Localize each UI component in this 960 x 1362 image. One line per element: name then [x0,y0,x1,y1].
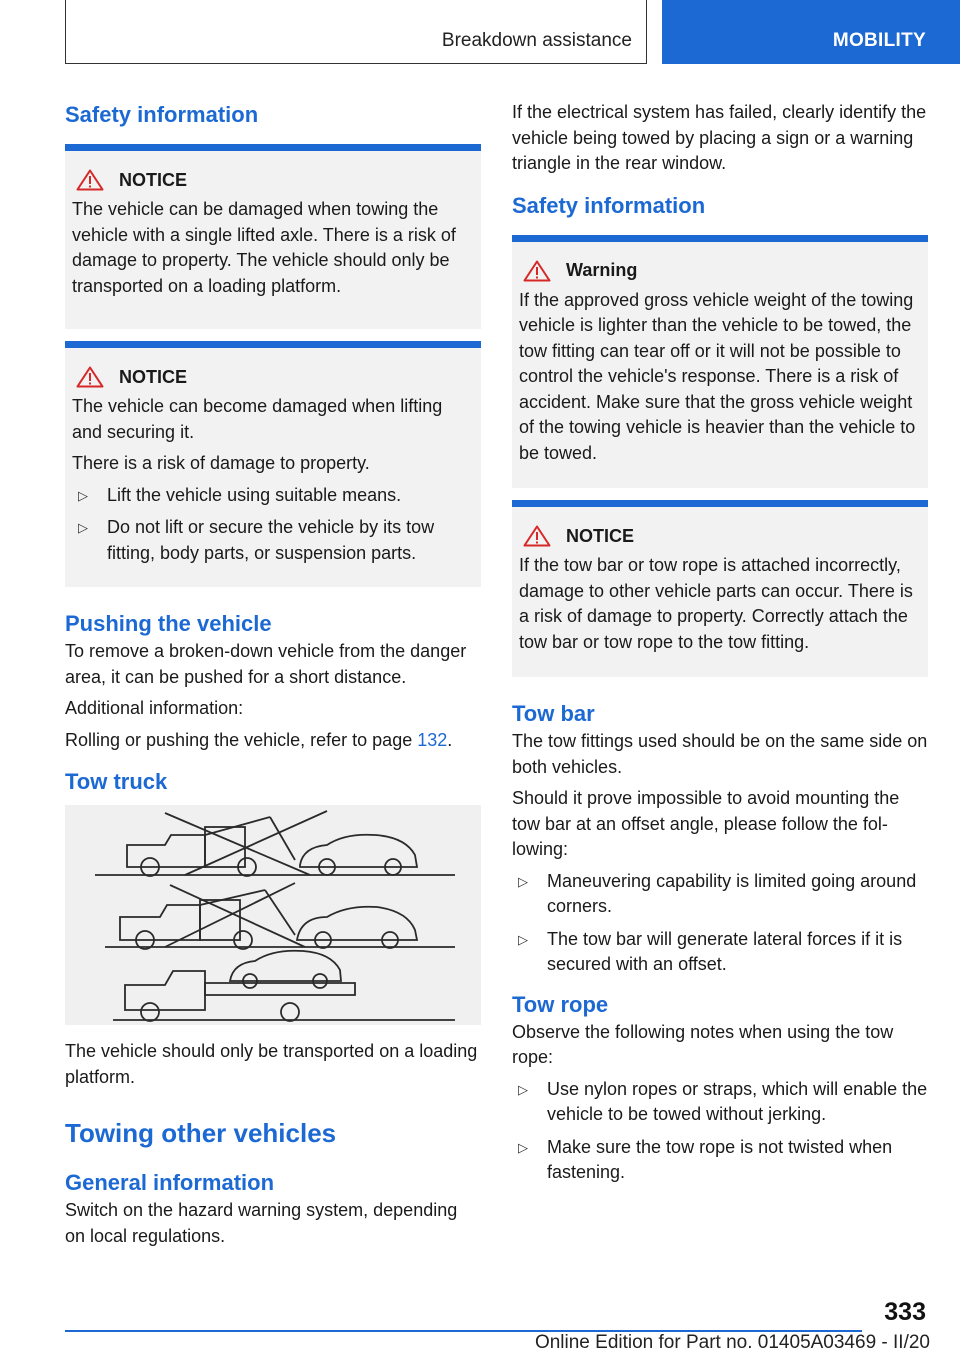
paragraph: Observe the following notes when using the tow rope: [512,1021,894,1067]
notice-text: The vehicle can be damaged when towing the vehicle with a single lifted axle. There is a risk of damage to property. The vehicle should only be transported on a loading platform. [72,199,456,296]
list-item: ▷ Maneuvering capability is limited going around corners. [518,870,917,916]
list-item: ▷ Make sure the tow rope is not twisted when fastening. [518,1136,893,1182]
warning-triangle-icon [523,260,551,282]
warning-triangle-icon [523,525,551,547]
towrope-list [512,1077,928,1186]
list-item: ▷ The tow bar will generate lateral forces if it is secured with an offset. [518,928,903,974]
heading-tow-bar: Tow bar [512,701,595,726]
paragraph: The vehicle should only be transported on a loading platform. [65,1041,478,1087]
notice-label: NOTICE [119,169,188,190]
notice-text: There is a risk of damage to property. [72,453,370,473]
notice-label: NOTICE [566,525,635,546]
warning-label: Warning [566,260,638,280]
notice-box-3 [512,500,928,677]
heading-tow-truck: Tow truck [65,769,168,794]
notice-box-2 [65,341,481,587]
bullet-icon: ▷ [518,1081,528,1097]
bullet-icon: ▷ [518,931,528,947]
page-link[interactable]: 132 [417,729,448,750]
paragraph: Switch on the hazard warning system, depending on local regulations. [65,1200,458,1246]
bullet-icon: ▷ [518,873,528,889]
notice-text: If the tow bar or tow rope is attached incorrectly, damage to other vehicle parts can occur. There is a risk of damage to property. Correctly attach the tow bar or tow rope to the tow fitting. [519,555,913,652]
notice-list [72,483,474,567]
paragraph: The tow fittings used should be on the same side on both vehicles. [512,731,928,777]
mobility-tab-label: MOBILITY [832,30,926,51]
warning-triangle-icon [76,169,104,191]
left-column [65,100,481,1255]
mobility-tab[interactable] [662,0,960,64]
tow-truck-illustration [65,805,481,1025]
heading-safety-information: Safety information [65,102,259,127]
footer-edition: Online Edition for Part no. 01405A03469 - II/20 [534,1332,930,1353]
notice-box-1 [65,144,481,329]
bullet-icon: ▷ [78,520,88,535]
paragraph: Rolling or pushing the vehicle, refer to page 132. [65,729,453,750]
bullet-icon: ▷ [78,487,88,503]
list-item: ▷ Do not lift or secure the vehicle by its tow fitting, body parts, or suspension parts. [78,517,435,563]
paragraph: Should it prove impossible to avoid mounting the tow bar at an offset angle, please follow the following: [512,788,900,859]
heading-general-information: General information [65,1170,275,1195]
heading-safety-information: Safety information [512,192,706,218]
page-number: 333 [884,1298,926,1326]
notice-text: The vehicle can become damaged when lifting and securing it. [72,396,443,442]
warning-text: If the approved gross vehicle weight of the towing vehicle is lighter than the vehicle to be towed, the tow fitting can tear off or it will not be possible to control the vehicle's response. There is a risk of accident. Make sure that the gross vehicle weight of the towing vehicle is heavier than the vehicle to be towed. [519,289,916,463]
section-title: Breakdown assistance [441,30,632,51]
tow-truck-diagram [65,805,481,1025]
list-item: ▷ Lift the vehicle using suitable means. [72,483,474,509]
header-box [65,0,647,64]
notice-label: NOTICE [119,366,188,387]
paragraph: If the electrical system has failed, clearly identify the vehicle being towed by placing a sign or a warning triangle in the rear window. [512,102,927,173]
towbar-list [512,869,928,978]
heading-towing-other-vehicles: Towing other vehicles [65,1118,337,1148]
heading-tow-rope: Tow rope [512,991,609,1017]
paragraph: Additional information: [65,698,244,718]
heading-pushing-vehicle: Pushing the vehicle [65,611,272,636]
warning-triangle-icon [76,366,104,388]
bullet-icon: ▷ [518,1139,528,1155]
right-column [512,100,928,1193]
list-item: ▷ Use nylon ropes or straps, which will enable the vehicle to be towed without jerking. [518,1078,928,1124]
paragraph: To remove a broken-down vehicle from the danger area, it can be pushed for a short distance. [65,641,467,687]
warning-box [512,235,928,489]
